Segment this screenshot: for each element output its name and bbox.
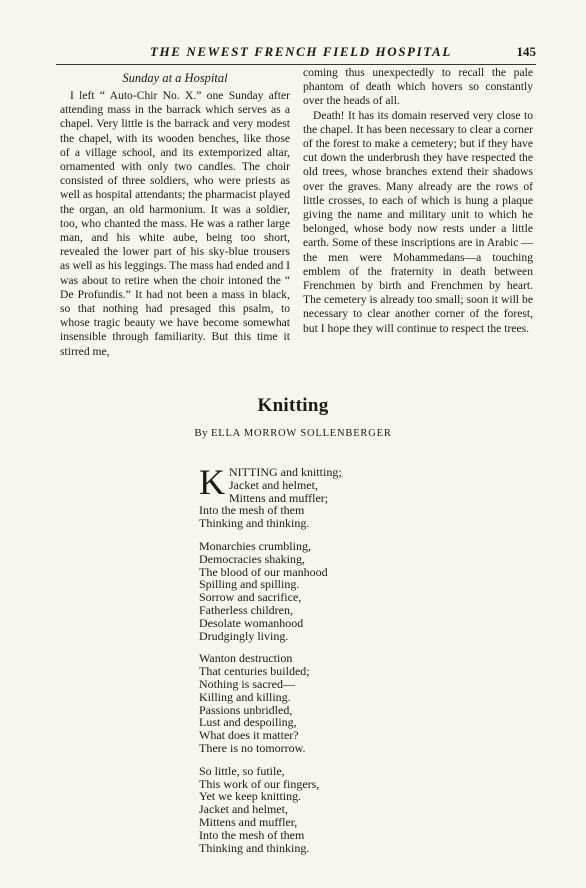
- poem-line: Into the mesh of them: [199, 827, 305, 842]
- poem-line: Jacket and helmet,: [199, 802, 288, 817]
- article-paragraph: I left “ Auto-Chir No. X.” one Sunday after attending mass in the barrack which serves as a chapel. Very little is the barrack and very modest the chapel, with its wooden benches, like those of a village school, and its extemporized altar, ornamented with only two candles. The choir consisted of three soldiers, who were priests as well as hospital attendants; the pharmacist played the organ, an old harmonium. It was a soldier, too, who chanted the mass. He was a rather large man, and his white aube, being too short, revealed the lower part of his sky-blue trousers as well as his leggings. The mass had ended and I was about to retire when the choir intoned the “ De Profundis.” It had not been a mass in black, so that nothing had presaged this psalm, to whose tragic beauty we have become somewhat insensible through familiarity. But this time it stirred me,: [60, 89, 291, 358]
- poem-line: NITTING and knitting;: [229, 465, 342, 479]
- poem-line: Jacket and helmet,: [229, 477, 318, 492]
- article-column-right: [303, 66, 533, 336]
- poem-author: ELLA MORROW SOLLENBERGER: [211, 428, 392, 439]
- drop-cap: K: [199, 462, 225, 502]
- poem-line: Lust and despoiling,: [199, 715, 297, 730]
- header-rule: [56, 64, 536, 65]
- poem-line: Wanton destruction: [199, 651, 293, 666]
- poem-line: That centuries builded;: [199, 664, 310, 679]
- poem-line: Fatherless children,: [199, 602, 293, 617]
- poem-stanza: [199, 652, 459, 754]
- article-paragraph: Death! It has its domain reserved very close to the chapel. It has been necessary to clear a corner of the forest to make a cemetery; but if they have cut down the underbrush they have respected the old trees, whose branches extend their shadows over the graves. Many already are the rows of little crosses, to each of which is hung a plaque giving the name and military unit to which he belonged, whose body now rests under a little earth. Some of these inscriptions are in Arabic —the men were Mohammedans—a touching emblem of the fraternity in death between Frenchmen by birth and Frenchmen by heart. The cemetery is already too small; soon it will be necessary to clear another corner of the forest, but I hope they will continue to respect the trees.: [303, 108, 533, 335]
- poem-stanza: [199, 540, 459, 642]
- poem-line: Thinking and thinking.: [199, 516, 310, 531]
- poem-line: Democracies shaking,: [199, 551, 305, 566]
- poem-line: Passions unbridled,: [199, 702, 293, 717]
- poem-stanza: [199, 462, 459, 531]
- poem-line: Mittens and muffler;: [229, 490, 329, 505]
- poem-line: Mittens and muffler,: [199, 814, 298, 829]
- running-head: [56, 44, 536, 64]
- poem-line: Spilling and spilling.: [199, 577, 300, 592]
- poem-title: Knitting: [257, 395, 329, 416]
- poem-line: Nothing is sacred—: [199, 676, 295, 691]
- poem-line: There is no tomorrow.: [199, 740, 306, 755]
- poem-stanza: [199, 765, 459, 855]
- poem-line: Desolate womanhood: [199, 615, 304, 630]
- running-title: THE NEWEST FRENCH FIELD HOSPITAL: [150, 44, 452, 59]
- poem-line: The blood of our manhood: [199, 564, 328, 579]
- byline-prefix: By: [194, 427, 208, 439]
- poem-line: Monarchies crumbling,: [199, 538, 311, 553]
- poem-line: What does it matter?: [199, 728, 299, 743]
- article-paragraph: coming thus unexpectedly to recall the pale phantom of death which hovers so constantly over the heads of all.: [303, 66, 533, 108]
- section-heading: Sunday at a Hospital: [122, 71, 228, 85]
- poem-line: Sorrow and sacrifice,: [199, 590, 302, 605]
- poem-line: Killing and killing.: [199, 689, 291, 704]
- poem-line: Yet we keep knitting.: [199, 789, 302, 804]
- article-column-left: [60, 66, 290, 359]
- poem-line: Thinking and thinking.: [199, 840, 310, 855]
- poem-line: So little, so futile,: [199, 763, 285, 778]
- page-number: 145: [516, 44, 536, 59]
- poem-line: Drudgingly living.: [199, 628, 289, 643]
- poem-line: This work of our fingers,: [199, 776, 320, 791]
- poem-line: Into the mesh of them: [199, 503, 305, 518]
- poem-byline: [0, 427, 586, 439]
- poem-body: [199, 462, 459, 864]
